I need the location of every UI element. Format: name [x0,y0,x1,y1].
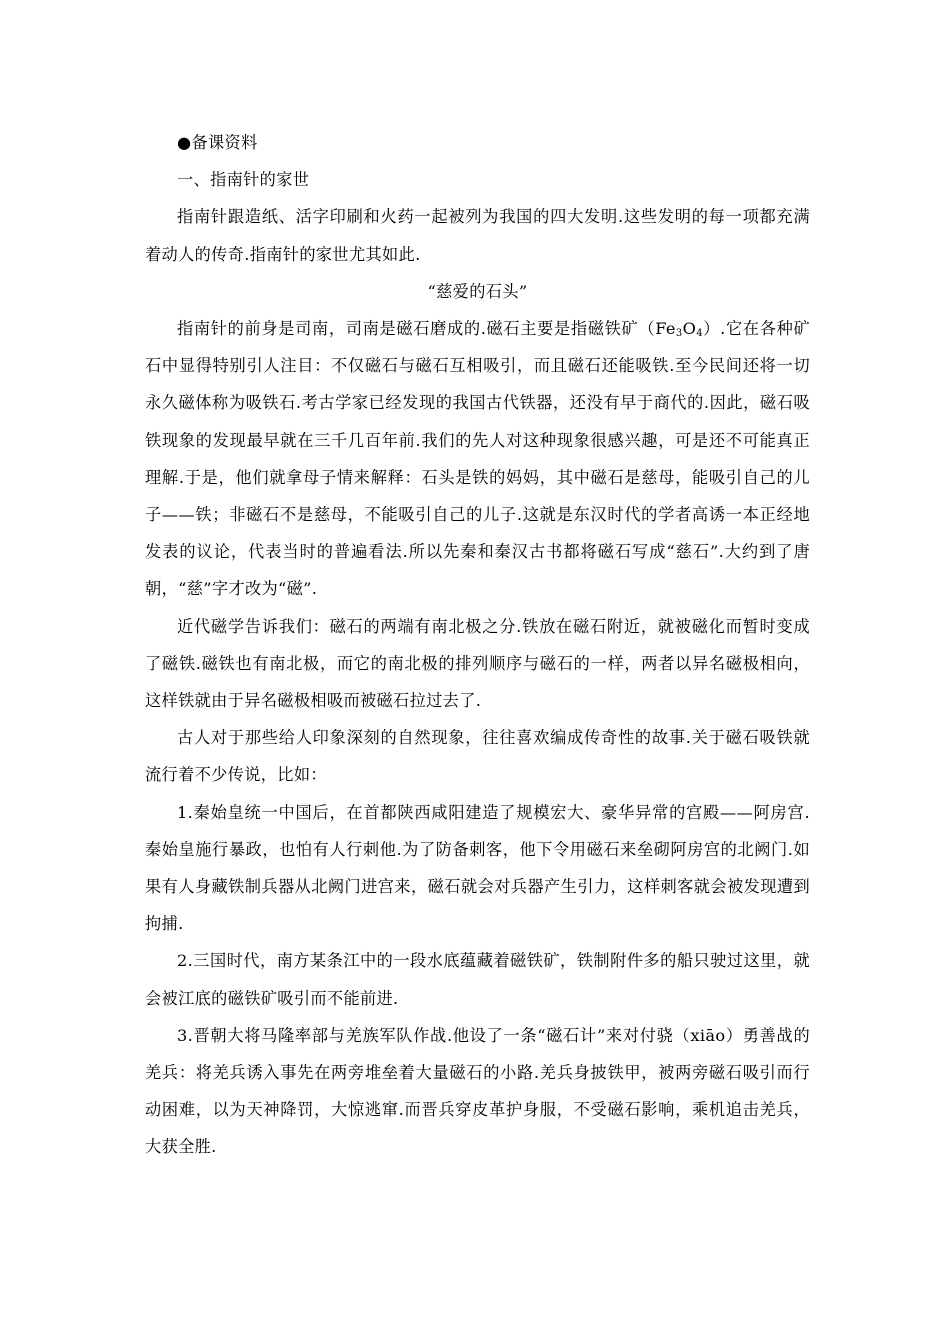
intro-paragraph: 指南针跟造纸、活字印刷和火药一起被列为我国的四大发明.这些发明的每一项都充满着动人的传奇.指南针的家世尤其如此. [145,207,810,264]
paragraph-magnetite-text-start: 指南针的前身是司南，司南是磁石磨成的.磁石主要是指磁铁矿（Fe [177,319,676,339]
formula-subscript-3: 3 [675,328,683,340]
legend-item: 2.三国时代，南方某条江中的一段水底蕴藏着磁铁矿，铁制附件多的船只驶过这里，就会被江底的磁铁矿吸引而不能前进. [145,951,810,1008]
formula-subscript-4: 4 [696,328,703,340]
document-body [145,124,810,1166]
paragraph-magnetite [145,310,810,608]
legend-item: 1.秦始皇统一中国后，在首都陕西咸阳建造了规模宏大、豪华异常的宫殿——阿房宫.秦始皇施行暴政，也怕有人行刺他.为了防备刺客，他下令用磁石来垒砌阿房宫的北阙门.如果有人身藏铁制兵器从北阙门进宫来，磁石就会对兵器产生引力，这样刺客就会被发现遭到拘捕. [145,802,810,934]
heading: ●备课资料 [177,133,258,152]
formula-oxygen: O [682,319,697,339]
paragraph-magnetite-text-end: ）.它在各种矿石中显得特别引人注目：不仅磁石与磁石互相吸引，而且磁石还能吸铁.至今民间还将一切永久磁体称为吸铁石.考古学家已经发现的我国古代铁器，还没有早于商代的.因此，磁石吸铁现象的发现最早就在三千几百年前.我们的先人对这种现象很感兴趣，可是还不可能真正理解.于是，他们就拿母子情来解释：石头是铁的妈妈，其中磁石是慈母，能吸引自己的儿子——铁；非磁石不是慈母，不能吸引自己的儿子.这就是东汉时代的学者高诱一本正经地发表的议论，代表当时的普遍看法.所以先秦和秦汉古书都将磁石写成“慈石”.大约到了唐朝，“慈”字才改为“磁”. [145,319,810,599]
paragraph-modern-magnetism: 近代磁学告诉我们：磁石的两端有南北极之分.铁放在磁石附近，就被磁化而暂时变成了磁铁.磁铁也有南北极，而它的南北极的排列顺序与磁石的一样，两者以异名磁极相向，这样铁就由于异名磁极相吸而被磁石拉过去了. [145,616,810,711]
subtitle: “慈爱的石头” [427,281,528,301]
section-title: 一、指南针的家世 [177,170,310,190]
legend-item: 3.晋朝大将马隆率部与羌族军队作战.他设了一条“磁石计”来对付骁（xiāo）勇善战的羌兵：将羌兵诱入事先在两旁堆垒着大量磁石的小路.羌兵身披铁甲，被两旁磁石吸引而行动困难，以为天神降罚，大惊逃窜.而晋兵穿皮革护身服，不受磁石影响，乘机追击羌兵，大获全胜. [145,1025,810,1157]
paragraph-legends-intro: 古人对于那些给人印象深刻的自然现象，往往喜欢编成传奇性的故事.关于磁石吸铁就流行着不少传说，比如： [145,728,810,785]
